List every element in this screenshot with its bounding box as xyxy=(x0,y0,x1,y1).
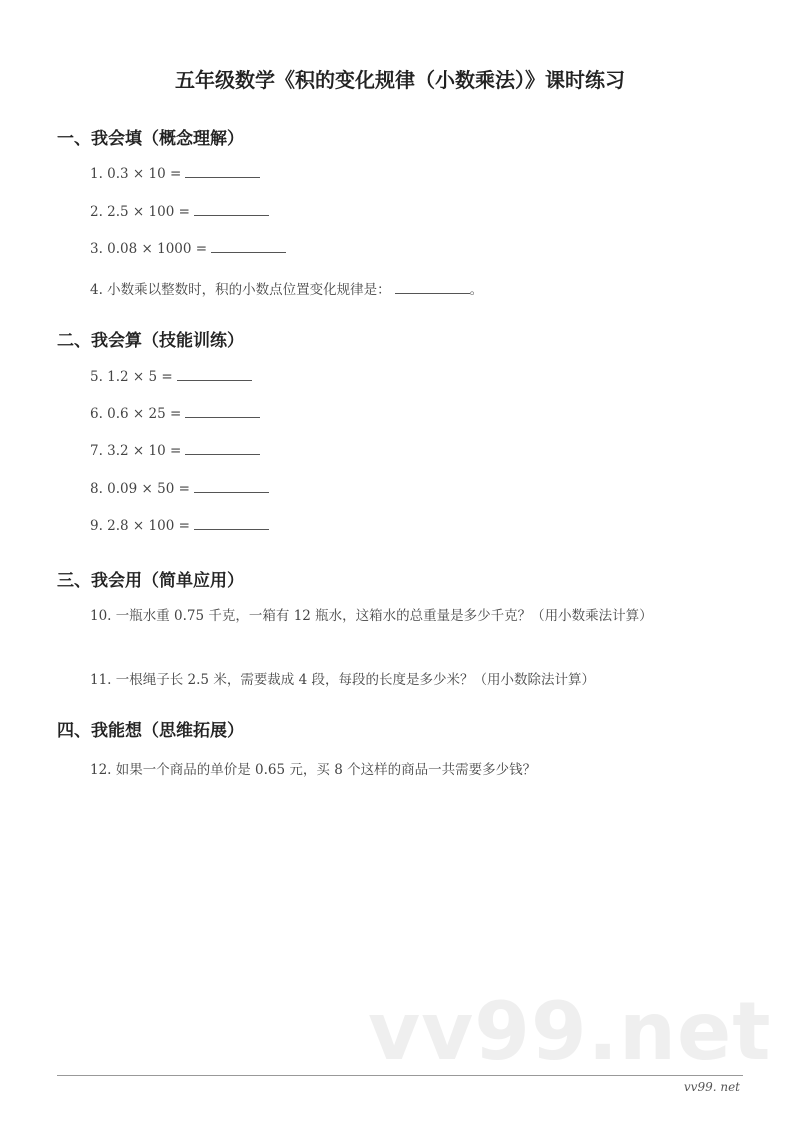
question-suffix: 。 xyxy=(469,282,484,298)
answer-blank[interactable] xyxy=(185,165,260,178)
question-8 xyxy=(90,480,269,497)
answer-blank[interactable] xyxy=(194,203,269,216)
question-text: 6. 0.6 × 25 = xyxy=(90,406,182,422)
watermark: vv99.net xyxy=(368,985,772,1078)
section-heading-2: 二、我会算（技能训练） xyxy=(57,331,244,351)
question-text: 1. 0.3 × 10 = xyxy=(90,166,182,182)
answer-blank[interactable] xyxy=(194,517,269,530)
answer-blank[interactable] xyxy=(185,442,260,455)
section-heading-4: 四、我能想（思维拓展） xyxy=(57,721,244,741)
question-text: 5. 1.2 × 5 = xyxy=(90,369,173,385)
answer-blank[interactable] xyxy=(194,480,269,493)
page-title: 五年级数学《积的变化规律（小数乘法）》课时练习 xyxy=(175,68,625,92)
question-text: 3. 0.08 × 1000 = xyxy=(90,241,208,257)
question-text: 2. 2.5 × 100 = xyxy=(90,204,190,220)
answer-blank[interactable] xyxy=(211,240,286,253)
question-9 xyxy=(90,517,269,534)
question-5 xyxy=(90,368,252,385)
question-text: 8. 0.09 × 50 = xyxy=(90,481,190,497)
answer-blank[interactable] xyxy=(185,405,260,418)
section-heading-1: 一、我会填（概念理解） xyxy=(57,129,244,149)
question-2 xyxy=(90,203,269,220)
question-10: 10. 一瓶水重 0.75 千克，一箱有 12 瓶水，这箱水的总重量是多少千克？（用小数乘法计算） xyxy=(90,608,653,624)
question-11: 11. 一根绳子长 2.5 米，需要裁成 4 段，每段的长度是多少米？（用小数除法计算） xyxy=(90,672,595,688)
question-1 xyxy=(90,165,260,182)
question-text: 4. 小数乘以整数时，积的小数点位置变化规律是： xyxy=(90,282,391,298)
footer-text: vv99. net xyxy=(683,1080,740,1094)
question-text: 9. 2.8 × 100 = xyxy=(90,518,190,534)
answer-blank[interactable] xyxy=(177,368,252,381)
question-3 xyxy=(90,240,286,257)
question-4 xyxy=(90,278,483,298)
question-text: 7. 3.2 × 10 = xyxy=(90,443,182,459)
question-6 xyxy=(90,405,260,422)
answer-blank[interactable] xyxy=(395,281,470,294)
question-7 xyxy=(90,442,260,459)
question-12: 12. 如果一个商品的单价是 0.65 元，买 8 个这样的商品一共需要多少钱？ xyxy=(90,762,537,778)
section-heading-3: 三、我会用（简单应用） xyxy=(57,571,244,591)
footer-divider xyxy=(57,1075,743,1076)
